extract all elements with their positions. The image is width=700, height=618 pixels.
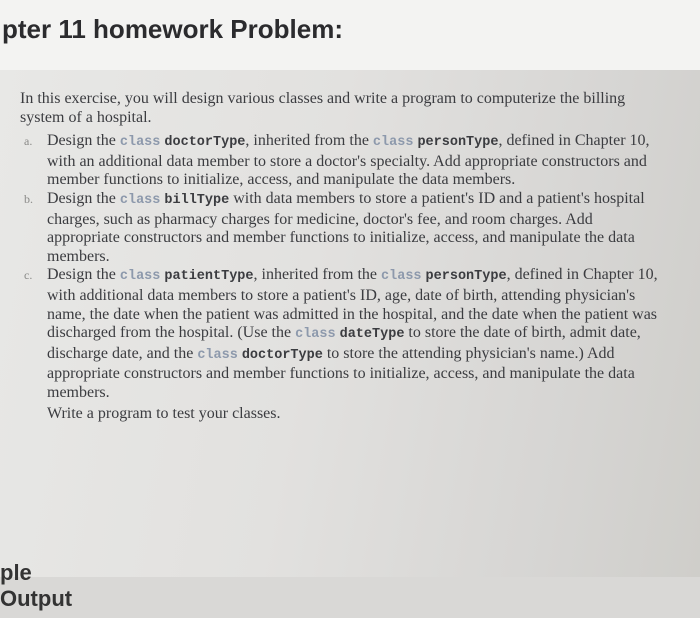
class-keyword: class: [295, 327, 336, 343]
type-identifier: patientType: [164, 269, 254, 285]
intro-paragraph: In this exercise, you will design various classes and write a program to computerize the billing system of a hospital.: [20, 90, 626, 126]
class-keyword: class: [372, 135, 414, 151]
cut-off-heading-text: ple Output: [0, 560, 73, 611]
list-marker: a.: [24, 134, 33, 149]
type-identifier: personType: [425, 269, 507, 285]
class-keyword: class: [119, 192, 161, 208]
problem-text: [18, 90, 658, 423]
task-list: [18, 132, 658, 402]
task-text: [47, 190, 645, 265]
text-run: , defined in Chapter 10, with an additional data member to store a doctor's specialty. Add appropriate constructors and member functions to initialize, access, and manipulate the data members.: [47, 132, 650, 189]
task-text: [47, 132, 650, 188]
class-keyword: class: [381, 269, 422, 285]
class-keyword: class: [119, 135, 161, 151]
text-run: , defined in Chapter 10, with additional data members to store a patient's ID, age, date of birth, attending physician's name, the date when the patient was admitted in the hospital, and the date when the patient was discharged from the hospital. (Use the: [47, 266, 658, 342]
title-band: [0, 0, 700, 70]
text-run: to store the date of birth, admit date, discharge date, and the: [47, 324, 641, 362]
cut-off-heading: [0, 560, 80, 611]
text-run: Design the: [47, 189, 120, 207]
text-run: Design the: [47, 266, 120, 284]
class-keyword: class: [197, 347, 238, 363]
list-marker: b.: [24, 191, 33, 206]
text-run: with data members to store a patient's ID and a patient's hospital charges, such as pharmacy charges for medicine, doctor's fee, and room charges. Add appropriate constructors and member functions to initialize, access, and manipulate the data members.: [47, 189, 645, 265]
closing-instruction: Write a program to test your classes.: [47, 404, 281, 422]
class-keyword: class: [119, 269, 161, 285]
type-identifier: doctorType: [241, 347, 323, 363]
text-run: , inherited from the: [245, 132, 373, 150]
type-identifier: personType: [417, 135, 499, 151]
page-title: pter 11 homework Problem:: [2, 14, 343, 44]
task-item-a: [18, 132, 658, 190]
list-marker: c.: [24, 268, 33, 283]
text-run: to store the attending physician's name.) Add appropriate constructors and member functions to initialize, access, and manipulate the data members.: [47, 344, 635, 401]
text-run: , inherited from the: [253, 266, 382, 284]
task-item-c: [18, 266, 658, 402]
task-text: [47, 266, 658, 401]
type-identifier: billType: [164, 192, 230, 208]
text-run: Design the: [47, 132, 120, 150]
type-identifier: doctorType: [164, 135, 246, 151]
type-identifier: dateType: [339, 327, 405, 343]
task-item-b: [18, 190, 658, 266]
